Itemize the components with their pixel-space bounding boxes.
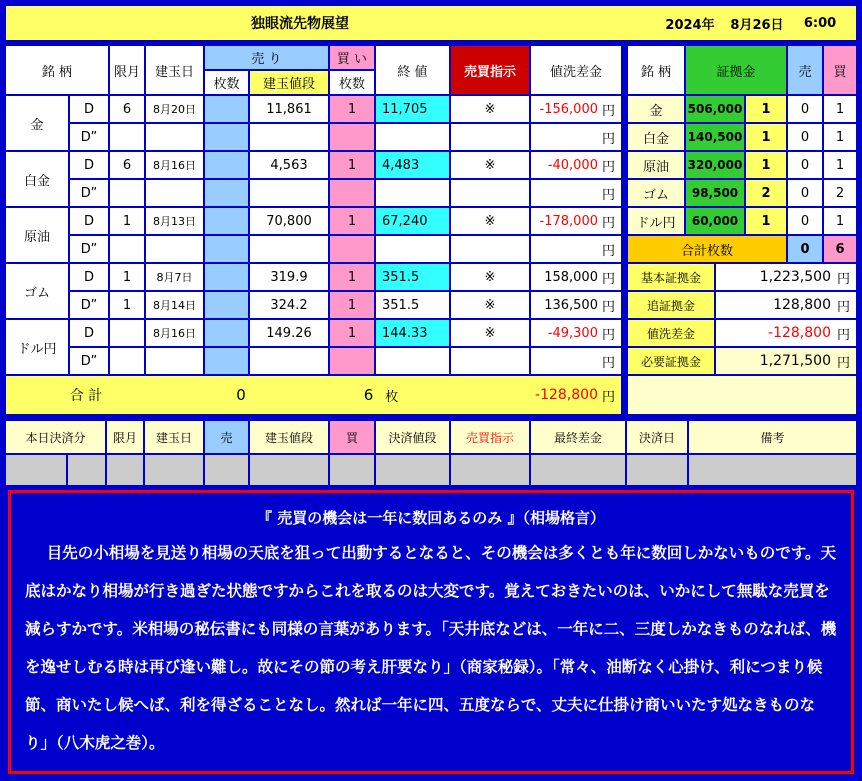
contract-type: D” (70, 348, 108, 374)
trade-instruction (451, 124, 529, 150)
settle-cell (689, 455, 856, 485)
margin-commodity: 原油 (628, 152, 684, 178)
yen-unit: 円 (601, 215, 615, 231)
contract-month (110, 320, 144, 346)
trade-instruction: ※ (451, 208, 529, 234)
buy-count: 1 (330, 292, 374, 318)
settle-header: 売買指示 (451, 421, 529, 453)
yen-unit: 円 (836, 271, 850, 287)
trade-instruction: ※ (451, 152, 529, 178)
settle-cell (376, 455, 449, 485)
margin-commodity: ドル円 (628, 208, 684, 234)
mark-to-market-cell (531, 152, 621, 178)
close-price: 67,240 (376, 208, 449, 234)
total-buy: 6 (363, 386, 374, 404)
margin-header-shokokin: 証拠金 (686, 46, 786, 94)
position-date (146, 180, 203, 206)
buy-count (330, 180, 374, 206)
summary-label: 基本証拠金 (628, 264, 714, 290)
yen-unit: 円 (601, 355, 615, 371)
position-date (146, 236, 203, 262)
header-year: 2024年 (665, 17, 715, 33)
close-price (376, 124, 449, 150)
trade-instruction: ※ (451, 320, 529, 346)
sell-count (205, 96, 248, 122)
mark-to-market-cell (531, 124, 621, 150)
commodity-name: ゴム (6, 264, 68, 318)
yen-unit: 円 (601, 103, 615, 119)
entry-price: 70,800 (250, 208, 328, 234)
settle-header: 限月 (107, 421, 143, 453)
buy-count (330, 348, 374, 374)
yen-unit: 円 (836, 355, 850, 371)
contract-month: 6 (110, 152, 144, 178)
position-date: 8月16日 (146, 152, 203, 178)
close-price: 11,705 (376, 96, 449, 122)
contract-month (110, 236, 144, 262)
sell-count (205, 292, 248, 318)
close-price: 351.5 (376, 264, 449, 290)
entry-price: 4,563 (250, 152, 328, 178)
trade-instruction: ※ (451, 264, 529, 290)
contract-month (110, 348, 144, 374)
proverb-title: 『 売買の機会は一年に数回あるのみ 』（相場格言） (257, 509, 605, 527)
contract-month (110, 124, 144, 150)
proverb-panel (8, 490, 854, 774)
settle-header: 建玉日 (145, 421, 203, 453)
mark-to-market-cell (531, 264, 621, 290)
trade-instruction (451, 236, 529, 262)
sell-count (205, 152, 248, 178)
margin-sell: 0 (788, 208, 822, 234)
summary-value-cell (716, 320, 856, 346)
margin-total-sell: 0 (788, 236, 822, 262)
contract-type: D (70, 320, 108, 346)
settle-header: 本日決済分 (6, 421, 105, 453)
buy-count: 1 (330, 264, 374, 290)
sell-count (205, 236, 248, 262)
summary-value-cell (716, 348, 856, 374)
header-date: 8月26日 (730, 17, 784, 33)
position-date: 8月20日 (146, 96, 203, 122)
contract-type: D” (70, 292, 108, 318)
total-buy-cell (336, 376, 426, 414)
header-owarine: 終 値 (376, 46, 449, 94)
margin-count: 1 (746, 96, 786, 122)
header-baibai-shiji: 売買指示 (451, 46, 529, 94)
margin-header-meigara: 銘 柄 (628, 46, 684, 94)
trade-instruction (451, 348, 529, 374)
sell-count (205, 208, 248, 234)
mark-to-market-value: -156,000 (539, 101, 598, 117)
margin-blank-area (628, 376, 856, 414)
mark-to-market-value: 136,500 (544, 297, 598, 313)
settle-cell (6, 455, 66, 485)
settle-header: 最終差金 (531, 421, 625, 453)
settle-header: 売 (205, 421, 248, 453)
settle-header: 買 (330, 421, 374, 453)
yen-unit: 円 (601, 299, 615, 315)
summary-value: -128,800 (768, 325, 831, 341)
close-price (376, 348, 449, 374)
trade-instruction (451, 180, 529, 206)
proverb-body: 目先の小相場を見送り相場の天底を狙って出動するとなると、その機会は多くとも年に数回しかないものです。天底はかなり相場が行き過ぎた状態ですからこれを取るのは大変です。覚えておきたいのは、いかにして無駄な売買を減らすかです。米相場の秘伝書にも同様の言葉があります。「天井底などは、一年に二、三度しかなきものなれば、機を逸せしむる時は再び逢い難し。故にその節の考え肝要なり」（商家秘録）。「常々、油断なく心掛け、利につまり候節、商いたし候へば、利を得ざることなし。然れば一年に四、五度ならで、丈夫に仕掛け商いいたす処なきものなり」（八木虎之巻）。 (25, 544, 837, 752)
yen-unit: 円 (601, 327, 615, 343)
margin-amount: 98,500 (686, 180, 744, 206)
settle-header: 決済値段 (376, 421, 449, 453)
margin-sell: 0 (788, 124, 822, 150)
entry-price: 319.9 (250, 264, 328, 290)
entry-price: 11,861 (250, 96, 328, 122)
sell-count (205, 320, 248, 346)
close-price: 144.33 (376, 320, 449, 346)
margin-amount: 140,500 (686, 124, 744, 150)
settle-cell (531, 455, 625, 485)
margin-count: 2 (746, 180, 786, 206)
margin-buy: 1 (824, 208, 856, 234)
settle-header: 建玉値段 (250, 421, 328, 453)
position-date: 8月14日 (146, 292, 203, 318)
summary-value: 1,271,500 (759, 353, 831, 369)
entry-price (250, 348, 328, 374)
commodity-name: 原油 (6, 208, 68, 262)
header-tategyoku-nedan: 建玉値段 (250, 71, 328, 94)
position-date (146, 124, 203, 150)
contract-month: 1 (110, 208, 144, 234)
settle-cell (330, 455, 374, 485)
margin-count: 1 (746, 124, 786, 150)
yen-unit: 円 (601, 159, 615, 175)
margin-commodity: 金 (628, 96, 684, 122)
yen-unit: 円 (601, 187, 615, 203)
mark-to-market-cell (531, 208, 621, 234)
yen-unit: 円 (601, 243, 615, 259)
buy-count (330, 124, 374, 150)
margin-commodity: ゴム (628, 180, 684, 206)
sell-count (205, 180, 248, 206)
margin-total-buy: 6 (824, 236, 856, 262)
settle-cell (627, 455, 687, 485)
settle-cell (145, 455, 203, 485)
position-date: 8月7日 (146, 264, 203, 290)
trade-instruction: ※ (451, 292, 529, 318)
entry-price (250, 236, 328, 262)
mark-to-market-value: -40,000 (547, 157, 598, 173)
header-meigara: 銘 柄 (6, 46, 108, 94)
header-gengetsu: 限月 (110, 46, 144, 94)
margin-buy: 1 (824, 152, 856, 178)
settle-header: 決済日 (627, 421, 687, 453)
buy-count (330, 236, 374, 262)
yen-unit: 円 (836, 299, 850, 315)
margin-sell: 0 (788, 96, 822, 122)
entry-price: 324.2 (250, 292, 328, 318)
contract-month: 1 (110, 292, 144, 318)
margin-commodity: 白金 (628, 124, 684, 150)
mark-to-market-value: 158,000 (544, 269, 598, 285)
margin-amount: 506,000 (686, 96, 744, 122)
sell-count (205, 348, 248, 374)
summary-label: 追証拠金 (628, 292, 714, 318)
margin-count: 1 (746, 208, 786, 234)
header-sell-maisu: 枚数 (205, 71, 248, 94)
mark-to-market-cell (531, 292, 621, 318)
commodity-name: 白金 (6, 152, 68, 206)
yen-unit: 円 (601, 389, 615, 405)
header-time: 6:00 (803, 15, 837, 31)
margin-sell: 0 (788, 180, 822, 206)
yen-unit: 円 (601, 131, 615, 147)
summary-label: 値洗差金 (628, 320, 714, 346)
total-diff-cell (529, 376, 621, 414)
settle-header: 備考 (689, 421, 856, 453)
entry-price (250, 180, 328, 206)
header-uri: 売 り (205, 46, 328, 69)
close-price: 4,483 (376, 152, 449, 178)
contract-type: D (70, 96, 108, 122)
yen-unit: 円 (601, 271, 615, 287)
position-date: 8月16日 (146, 320, 203, 346)
mark-to-market-value: -178,000 (539, 213, 598, 229)
margin-buy: 2 (824, 180, 856, 206)
commodity-name: 金 (6, 96, 68, 150)
contract-month: 6 (110, 96, 144, 122)
margin-header-kai: 買 (824, 46, 856, 94)
margin-count: 1 (746, 152, 786, 178)
header-nearai: 値洗差金 (531, 46, 621, 94)
summary-value-cell (716, 292, 856, 318)
margin-amount: 60,000 (686, 208, 744, 234)
contract-type: D (70, 264, 108, 290)
summary-label: 必要証拠金 (628, 348, 714, 374)
settle-cell (250, 455, 328, 485)
commodity-name: ドル円 (6, 320, 68, 374)
contract-month: 1 (110, 264, 144, 290)
settle-cell (68, 455, 105, 485)
margin-amount: 320,000 (686, 152, 744, 178)
page-title: 独眼流先物展望 (251, 16, 349, 32)
buy-count: 1 (330, 208, 374, 234)
position-date: 8月13日 (146, 208, 203, 234)
contract-type: D (70, 208, 108, 234)
contract-type: D (70, 152, 108, 178)
position-date (146, 348, 203, 374)
summary-value: 128,800 (773, 297, 831, 313)
buy-count: 1 (330, 320, 374, 346)
mark-to-market-value: -49,300 (547, 325, 598, 341)
total-unit: 枚 (385, 389, 399, 405)
summary-value: 1,223,500 (759, 269, 831, 285)
total-sell: 0 (236, 386, 246, 404)
settle-cell (107, 455, 143, 485)
settle-cell (205, 455, 248, 485)
entry-price (250, 124, 328, 150)
close-price: 351.5 (376, 292, 449, 318)
settlement-table (6, 421, 856, 485)
buy-count: 1 (330, 152, 374, 178)
mark-to-market-cell (531, 348, 621, 374)
mark-to-market-cell (531, 96, 621, 122)
header-tatebi: 建玉日 (146, 46, 203, 94)
sell-count (205, 264, 248, 290)
margin-header-uri: 売 (788, 46, 822, 94)
trade-instruction: ※ (451, 96, 529, 122)
entry-price: 149.26 (250, 320, 328, 346)
contract-month (110, 180, 144, 206)
sell-count (205, 124, 248, 150)
margin-sell: 0 (788, 152, 822, 178)
close-price (376, 236, 449, 262)
header-kai: 買 い (330, 46, 374, 69)
margin-buy: 1 (824, 124, 856, 150)
mark-to-market-cell (531, 180, 621, 206)
yen-unit: 円 (836, 327, 850, 343)
contract-type: D” (70, 180, 108, 206)
margin-table (628, 46, 856, 414)
settle-cell (451, 455, 529, 485)
contract-type: D” (70, 124, 108, 150)
buy-count: 1 (330, 96, 374, 122)
margin-buy: 1 (824, 96, 856, 122)
header-buy-maisu: 枚数 (330, 71, 374, 94)
margin-total-label: 合計枚数 (628, 236, 786, 262)
total-diff: -128,800 (535, 387, 598, 403)
positions-table (6, 46, 621, 414)
close-price (376, 180, 449, 206)
contract-type: D” (70, 236, 108, 262)
summary-value-cell (716, 264, 856, 290)
mark-to-market-cell (531, 320, 621, 346)
mark-to-market-cell (531, 236, 621, 262)
total-label: 合 計 (69, 388, 103, 404)
